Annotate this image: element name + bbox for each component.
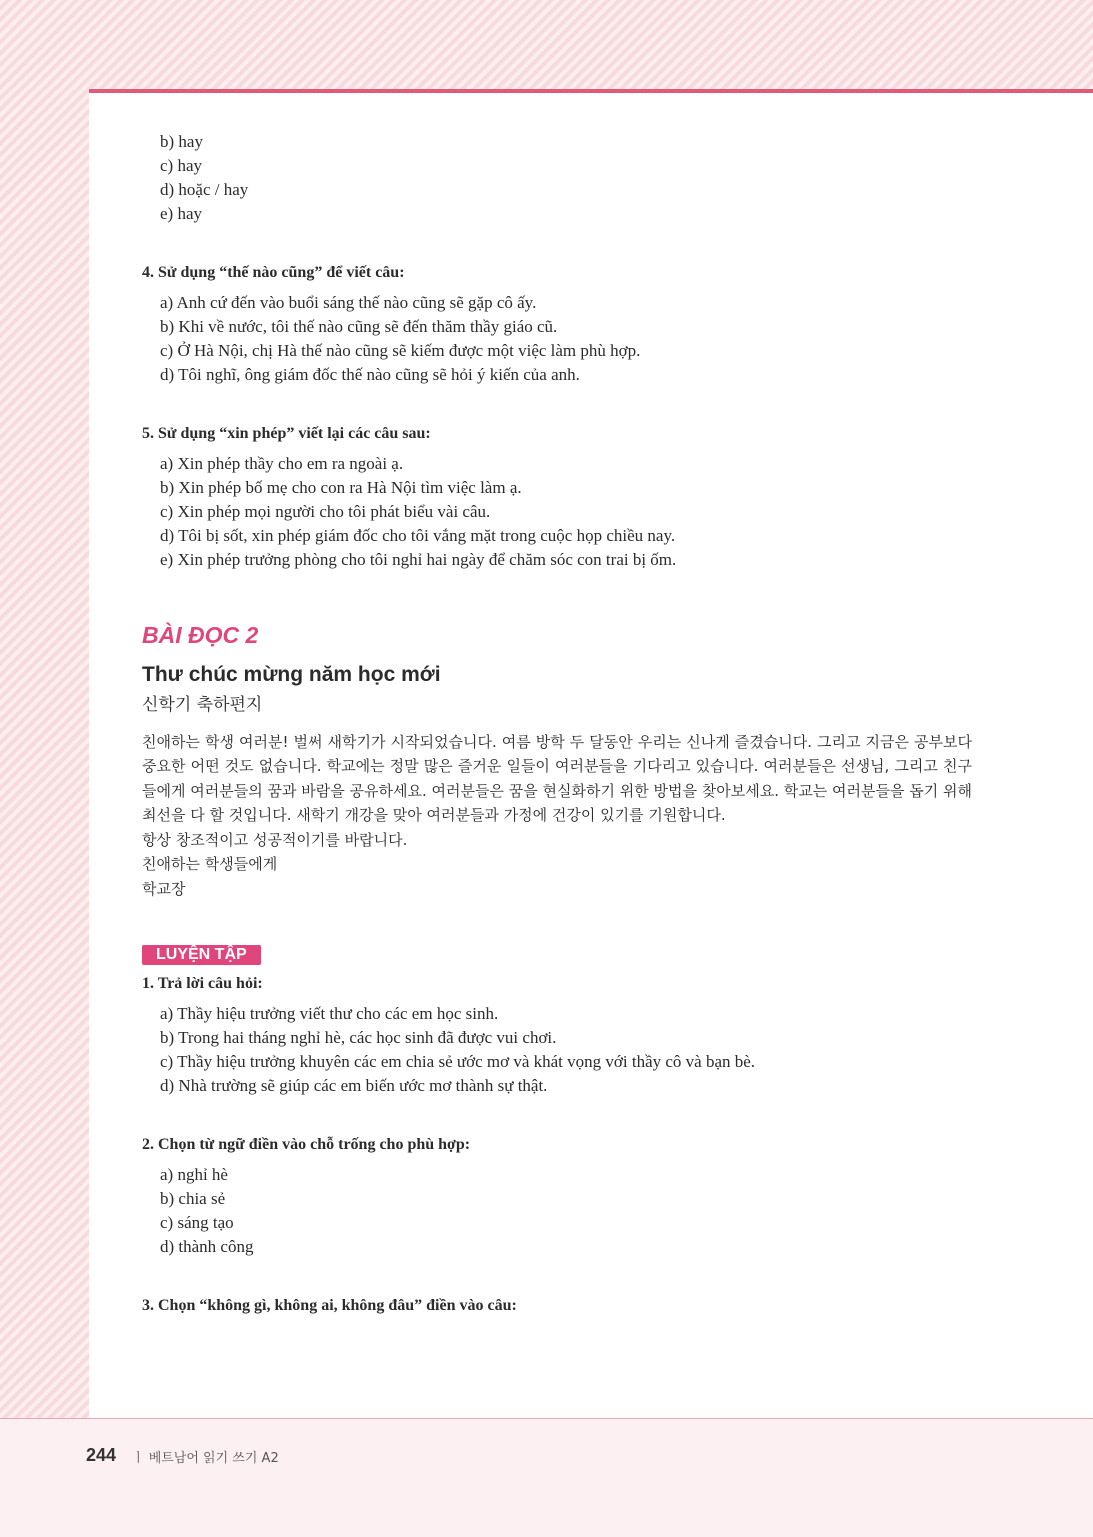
answer-item: c) sáng tạo: [160, 1213, 234, 1232]
answer-item: d) Tôi bị sốt, xin phép giám đốc cho tôi vắng mặt trong cuộc họp chiều nay.: [160, 526, 676, 545]
exercise-title: 5. Sử dụng “xin phép” viết lại các câu sau:: [142, 425, 431, 442]
book-title: ㅣ 베트남어 읽기 쓰기 A2: [132, 1451, 279, 1466]
practice-exercise-1: [142, 973, 972, 1098]
page-footer: [0, 1418, 1093, 1537]
answer-item: a) Xin phép thầy cho em ra ngoài ạ.: [160, 454, 404, 473]
practice-exercise-3: [142, 1295, 972, 1317]
answer-item: c) Xin phép mọi người cho tôi phát biểu vài câu.: [160, 502, 491, 521]
answer-item: b) Xin phép bố mẹ cho con ra Hà Nội tìm việc làm ạ.: [160, 478, 522, 497]
answer-item: d) hoặc / hay: [160, 180, 249, 199]
exercise-4: [142, 262, 972, 387]
exercise-title: 4. Sử dụng “thế nào cũng” để viết câu:: [142, 264, 405, 281]
answer-item: b) chia sẻ: [160, 1189, 226, 1208]
reading-closing-line: 학교장: [142, 879, 186, 898]
answer-item: d) thành công: [160, 1237, 254, 1256]
section-title: BÀI ĐỌC 2: [142, 622, 259, 648]
answer-item: b) Trong hai tháng nghỉ hè, các học sinh đã được vui chơi.: [160, 1028, 557, 1047]
practice-badge-row: [142, 945, 972, 965]
reading-closing-line: 항상 창조적이고 성공적이기를 바랍니다.: [142, 830, 408, 849]
answer-item: e) Xin phép trưởng phòng cho tôi nghỉ hai ngày để chăm sóc con trai bị ốm.: [160, 550, 677, 569]
header-stripe: [0, 0, 1093, 90]
exercise-title: 2. Chọn từ ngữ điền vào chỗ trống cho phù hợp:: [142, 1136, 471, 1153]
left-margin-stripe: [0, 90, 89, 1418]
answer-item: a) Thầy hiệu trưởng viết thư cho các em học sinh.: [160, 1004, 499, 1023]
answer-item: c) Ở Hà Nội, chị Hà thế nào cũng sẽ kiếm được một việc làm phù hợp.: [160, 341, 641, 360]
exercise-title: 3. Chọn “không gì, không ai, không đâu” điền vào câu:: [142, 1297, 517, 1314]
answer-item: b) hay: [160, 132, 203, 151]
header-rule: [89, 89, 1093, 93]
answer-item: c) hay: [160, 156, 203, 175]
answer-item: d) Nhà trường sẽ giúp các em biến ước mơ thành sự thật.: [160, 1076, 548, 1095]
reading-paragraph: 친애하는 학생 여러분! 벌써 새학기가 시작되었습니다. 여름 방학 두 달동안 우리는 신나게 즐겼습니다. 그리고 지금은 공부보다 중요한 어떤 것도 없습니다. 학교에는 정말 많은 즐거운 일들이 여러분들을 기다리고 있습니다. 여러분들은 선생님, 그리고 친구들에게 여러분들의 꿈과 바람을 공유하세요. 여러분들은 꿈을 현실화하기 위한 방법을 찾아보세요. 학교는 여러분들을 돕기 위해 최선을 다 할 것입니다. 새학기 개강을 맞아 여러분들과 가정에 건강이 있기를 기원합니다.: [142, 732, 972, 824]
practice-exercise-2: [142, 1134, 972, 1259]
exercise-title: 1. Trả lời câu hỏi:: [142, 975, 263, 992]
exercise-5: [142, 423, 972, 572]
answer-item: a) Anh cứ đến vào buổi sáng thế nào cũng sẽ gặp cô ấy.: [160, 293, 537, 312]
page-number: 244: [86, 1445, 117, 1465]
page-content: [142, 130, 972, 1317]
answer-item: c) Thầy hiệu trưởng khuyên các em chia sẻ ước mơ và khát vọng với thầy cô và bạn bè.: [160, 1052, 756, 1071]
answer-item: d) Tôi nghĩ, ông giám đốc thế nào cũng sẽ hỏi ý kiến của anh.: [160, 365, 580, 384]
answer-item: b) Khi về nước, tôi thế nào cũng sẽ đến thăm thầy giáo cũ.: [160, 317, 558, 336]
practice-badge: LUYỆN TẬP: [142, 945, 261, 965]
exercise-3-answers: [142, 130, 972, 226]
reading-closing-line: 친애하는 학생들에게: [142, 855, 278, 873]
answer-item: e) hay: [160, 204, 203, 223]
reading-title-korean: 신학기 축하편지: [142, 695, 263, 715]
reading-title-vietnamese: Thư chúc mừng năm học mới: [142, 663, 441, 686]
answer-item: a) nghỉ hè: [160, 1165, 228, 1184]
